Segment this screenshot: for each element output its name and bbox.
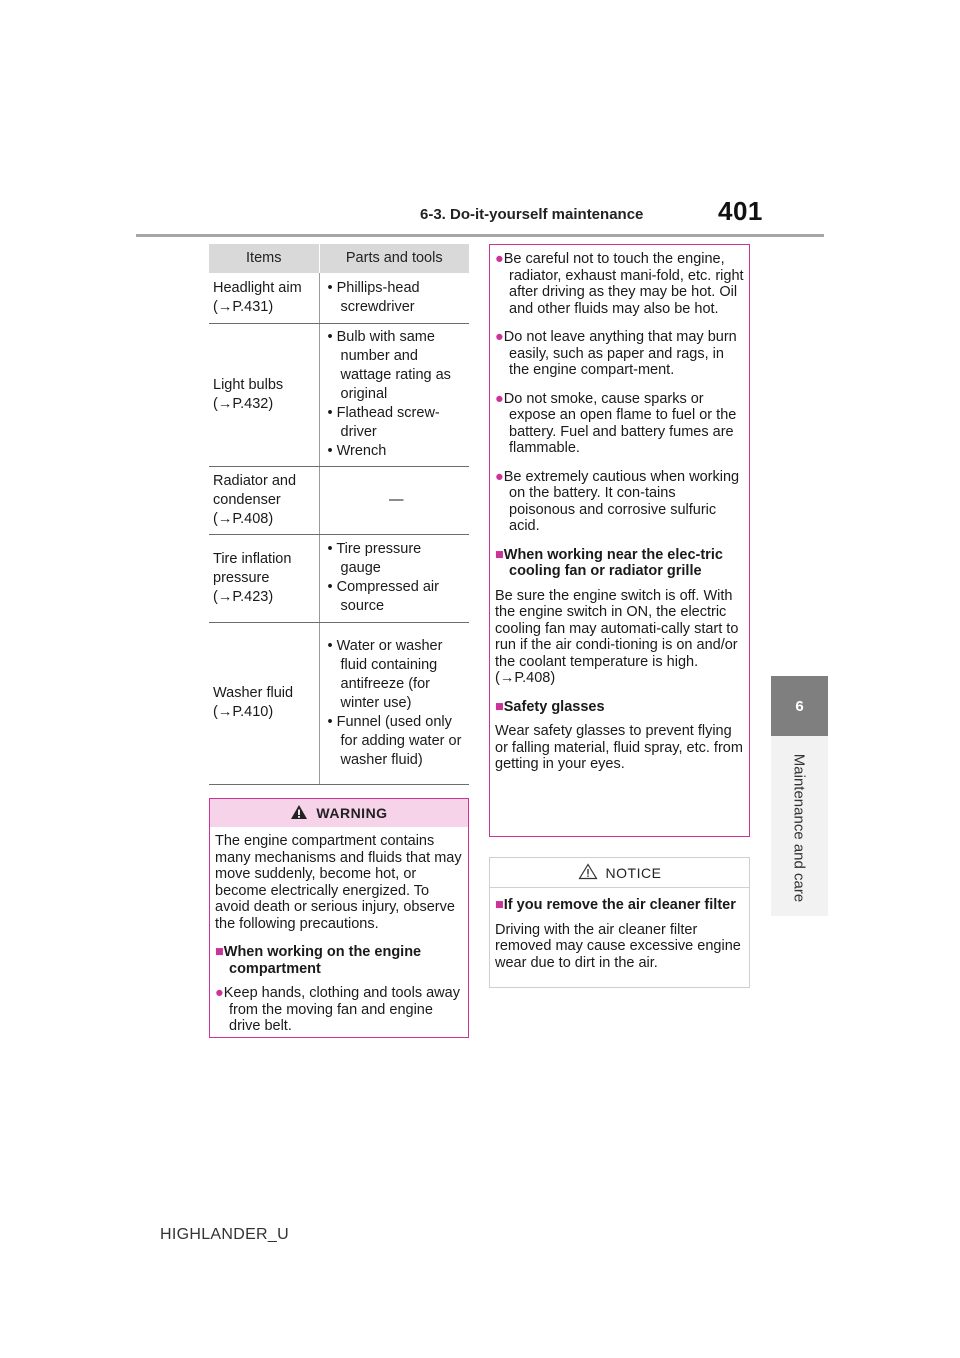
caution-triangle-icon xyxy=(578,863,598,883)
warning-heading-engine: ■When working on the engine compartment xyxy=(215,944,422,977)
warning-bullet: ●Be careful not to touch the engine, radiator, exhaust mani-fold, etc. right after driving as they may be hot. Oil and other fluids may also be hot. xyxy=(495,251,744,317)
notice-title: NOTICE xyxy=(605,864,662,881)
table-cell-tools: — xyxy=(319,466,469,534)
chapter-tab-label: Maintenance and care xyxy=(790,753,808,903)
dot-bullet-icon: ● xyxy=(495,468,504,485)
warning-header xyxy=(210,799,468,827)
table-row xyxy=(209,323,469,466)
dot-bullet-icon: ● xyxy=(495,251,504,267)
warning-heading-fan: ■When working near the elec-tric cooling fan or radiator grille xyxy=(495,546,723,579)
footer-model: HIGHLANDER_U xyxy=(160,1226,289,1243)
dot-bullet-icon: ● xyxy=(495,390,504,407)
square-bullet-icon: ■ xyxy=(495,698,504,715)
dot-bullet-icon: ● xyxy=(215,985,224,1001)
square-bullet-icon: ■ xyxy=(495,546,504,563)
warning-heading-glasses: ■Safety glasses xyxy=(495,698,605,715)
table-row xyxy=(209,622,469,784)
table-cell-item: Washer fluid (→P.410) xyxy=(209,622,319,784)
dot-bullet-icon: ● xyxy=(495,329,504,345)
warning-bullet: ●Do not smoke, cause sparks or expose an open flame to fuel or the battery. Fuel and battery fumes are flammable. xyxy=(495,390,737,456)
warning-bullet: ●Do not leave anything that may burn easily, such as paper and rags, in the engine compart-ment. xyxy=(495,329,737,378)
warning-triangle-icon xyxy=(290,804,308,823)
table-cell-item: Tire inflation pressure (→P.423) xyxy=(209,534,319,622)
table-row xyxy=(209,273,469,323)
table-cell-tools: • Water or washer fluid containing antifreeze (for winter use) • Funnel (used only for adding water or washer fluid) xyxy=(319,622,469,784)
table-cell-item: Headlight aim (→P.431) xyxy=(209,273,319,323)
warning-bullet: ●Keep hands, clothing and tools away from the moving fan and engine drive belt. xyxy=(215,985,460,1034)
section-header: 6-3. Do-it-yourself maintenance xyxy=(420,206,644,223)
table-cell-tools: • Tire pressure gauge • Compressed air source xyxy=(319,534,469,622)
warning-box xyxy=(209,798,469,1038)
notice-paragraph: Driving with the air cleaner filter removed may cause excessive engine wear due to dirt in the air. xyxy=(495,921,741,971)
table-cell-item: Light bulbs (→P.432) xyxy=(209,323,319,466)
warning-title: WARNING xyxy=(316,805,388,821)
warning-box-continued xyxy=(489,244,750,837)
parts-table xyxy=(209,244,469,785)
warning-bullet: ●Be extremely cautious when working on the battery. It con-tains poisonous and corrosive sulfuric acid. xyxy=(495,468,740,534)
header-rule xyxy=(136,234,824,237)
warning-paragraph: Wear safety glasses to prevent flying or falling material, fluid spray, etc. from getting in your eyes. xyxy=(495,723,743,772)
table-cell-tools: • Bulb with same number and wattage rating as original • Flathead screw-driver • Wrench xyxy=(319,323,469,466)
square-bullet-icon: ■ xyxy=(495,897,504,913)
square-bullet-icon: ■ xyxy=(215,944,224,960)
table-cell-item: Radiator and condenser (→P.408) xyxy=(209,466,319,534)
notice-header xyxy=(490,858,749,888)
warning-paragraph: Be sure the engine switch is off. With the engine switch in ON, the electric cooling fan may automati-cally start to run if the air condi-tioning is on and/or the coolant temperature is high. (→P.408) xyxy=(495,587,739,686)
table-row xyxy=(209,466,469,534)
notice-heading: ■If you remove the air cleaner filter xyxy=(495,897,736,913)
chapter-tab-number: 6 xyxy=(771,676,828,736)
table-row xyxy=(209,534,469,622)
table-cell-tools: • Phillips-head screwdriver xyxy=(319,273,469,323)
notice-box xyxy=(489,857,750,988)
table-header-parts: Parts and tools xyxy=(319,244,469,273)
page-number: 401 xyxy=(718,196,763,226)
warning-intro: The engine compartment contains many mechanisms and fluids that may move suddenly, become hot, or become electrically energized. To avoid death or serious injury, observe the following precautions. xyxy=(215,833,462,932)
table-header-items: Items xyxy=(209,244,319,273)
